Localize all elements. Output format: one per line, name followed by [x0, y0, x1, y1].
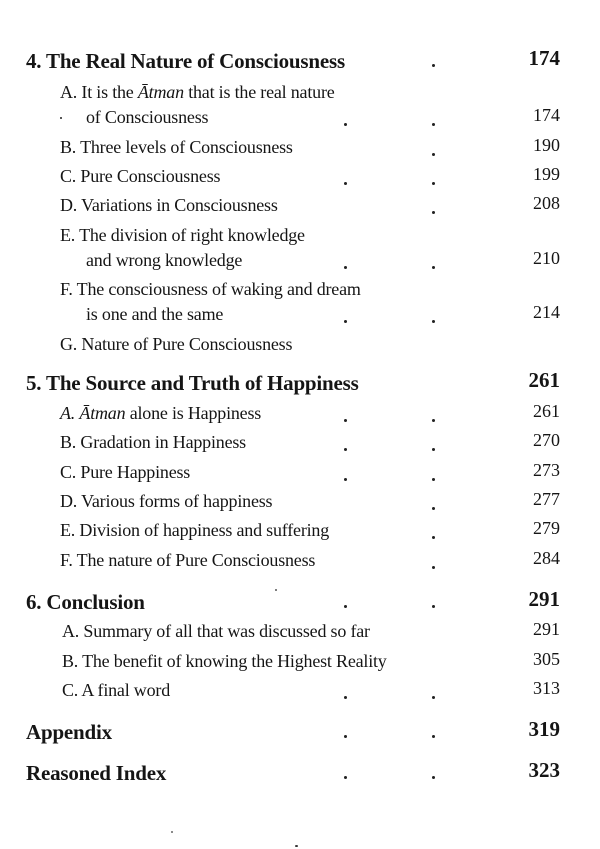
toc-item-page-number: 190: [533, 135, 560, 155]
leader-dot: [432, 182, 435, 185]
leader-dot: [344, 419, 347, 422]
toc-reasoned-index: [0, 759, 600, 789]
toc-item-4f: [0, 278, 600, 328]
leader-dot: [432, 735, 435, 738]
section-title: 6. Conclusion: [26, 590, 145, 614]
section-page-number: 261: [528, 368, 560, 392]
toc-item-page-number: 313: [533, 678, 560, 698]
toc-item-4a: [0, 81, 600, 131]
leader-dot: [432, 320, 435, 323]
toc-item-page-number: 214: [533, 302, 560, 322]
section-title: 5. The Source and Truth of Happiness: [26, 371, 359, 395]
toc-item-label: C. Pure Happiness: [60, 462, 191, 482]
leader-dot: [344, 448, 347, 451]
toc-appendix: [0, 718, 600, 748]
toc-item-5d: [0, 490, 600, 520]
toc-item-label: A. It is the Ātman that is the real nature: [60, 82, 335, 102]
scan-speck: [171, 831, 173, 833]
section-page-number: 174: [528, 46, 560, 70]
toc-item-label: C. A final word: [62, 680, 170, 700]
toc-item-5c: [0, 461, 600, 491]
leader-dot: [344, 182, 347, 185]
leader-dot: [344, 320, 347, 323]
toc-section-5: [0, 369, 600, 399]
leader-dot: [344, 266, 347, 269]
leader-dot: [432, 507, 435, 510]
leader-dot: [432, 123, 435, 126]
toc-item-page-number: 261: [533, 401, 560, 421]
toc-item-page-number: 270: [533, 430, 560, 450]
leader-dot: [432, 776, 435, 779]
toc-item-label: C. Pure Consciousness: [60, 166, 221, 186]
leader-dot: [60, 117, 62, 119]
leader-dot: [432, 605, 435, 608]
leader-dot: [344, 478, 347, 481]
leader-dot: [432, 696, 435, 699]
toc-item-5f: [0, 549, 600, 579]
toc-item-6b: [0, 650, 600, 680]
leader-dot: [432, 211, 435, 214]
toc-item-label: F. The nature of Pure Consciousness: [60, 550, 316, 570]
toc-item-page-number: 210: [533, 248, 560, 268]
section-title: Appendix: [26, 720, 112, 744]
toc-item-4c: [0, 164, 600, 194]
toc-item-4d: [0, 193, 600, 223]
section-page-number: 319: [528, 717, 560, 741]
toc-item-label: E. Division of happiness and suffering: [60, 520, 330, 540]
toc-item-5b: [0, 431, 600, 461]
toc-item-page-number: 291: [533, 619, 560, 639]
toc-item-6a: [0, 620, 600, 650]
scan-speck: [295, 845, 298, 847]
leader-dot: [344, 776, 347, 779]
leader-dot: [432, 419, 435, 422]
scan-speck: [275, 589, 277, 591]
toc-item-label-continued: is one and the same: [86, 304, 224, 324]
toc-item-5a: [0, 402, 600, 432]
leader-dot: [432, 478, 435, 481]
toc-item-page-number: 279: [533, 518, 560, 538]
leader-dot: [432, 153, 435, 156]
toc-item-label-continued: of Consciousness: [86, 107, 209, 127]
toc-item-label-continued: and wrong knowledge: [86, 250, 243, 270]
toc-item-label: E. The division of right knowledge: [60, 225, 305, 245]
toc-item-4b: [0, 135, 600, 165]
toc-item-page-number: 174: [533, 105, 560, 125]
toc-item-page-number: 284: [533, 548, 560, 568]
section-page-number: 291: [528, 587, 560, 611]
toc-section-4: [0, 48, 600, 78]
leader-dot: [344, 696, 347, 699]
section-title: Reasoned Index: [26, 761, 167, 785]
leader-dot: [432, 566, 435, 569]
leader-dot: [432, 448, 435, 451]
leader-dot: [344, 605, 347, 608]
toc-item-label: F. The consciousness of waking and dream: [60, 279, 361, 299]
toc-item-label: A. Summary of all that was discussed so far: [62, 621, 370, 641]
toc-item-page-number: 273: [533, 460, 560, 480]
toc-item-4g: [0, 332, 600, 362]
leader-dot: [432, 64, 435, 67]
toc-item-page-number: 305: [533, 649, 560, 669]
toc-item-label: A. Ātman alone is Happiness: [60, 403, 262, 423]
leader-dot: [344, 735, 347, 738]
leader-dot: [432, 536, 435, 539]
toc-item-4e: [0, 224, 600, 274]
toc-item-5e: [0, 519, 600, 549]
toc-item-page-number: 208: [533, 193, 560, 213]
section-title: 4. The Real Nature of Consciousness: [26, 49, 345, 73]
toc-item-label: D. Various forms of happiness: [60, 491, 273, 511]
section-page-number: 323: [528, 758, 560, 782]
leader-dot: [344, 123, 347, 126]
toc-item-label: G. Nature of Pure Consciousness: [60, 334, 293, 354]
toc-item-6c: [0, 679, 600, 709]
toc-item-label: B. Three levels of Consciousness: [60, 137, 293, 157]
toc-item-page-number: 199: [533, 164, 560, 184]
leader-dot: [432, 266, 435, 269]
toc-item-label: B. Gradation in Happiness: [60, 432, 246, 452]
toc-item-page-number: 277: [533, 489, 560, 509]
toc-item-label: B. The benefit of knowing the Highest Reality: [62, 651, 387, 671]
toc-section-6: [0, 588, 600, 618]
toc-item-label: D. Variations in Consciousness: [60, 195, 278, 215]
